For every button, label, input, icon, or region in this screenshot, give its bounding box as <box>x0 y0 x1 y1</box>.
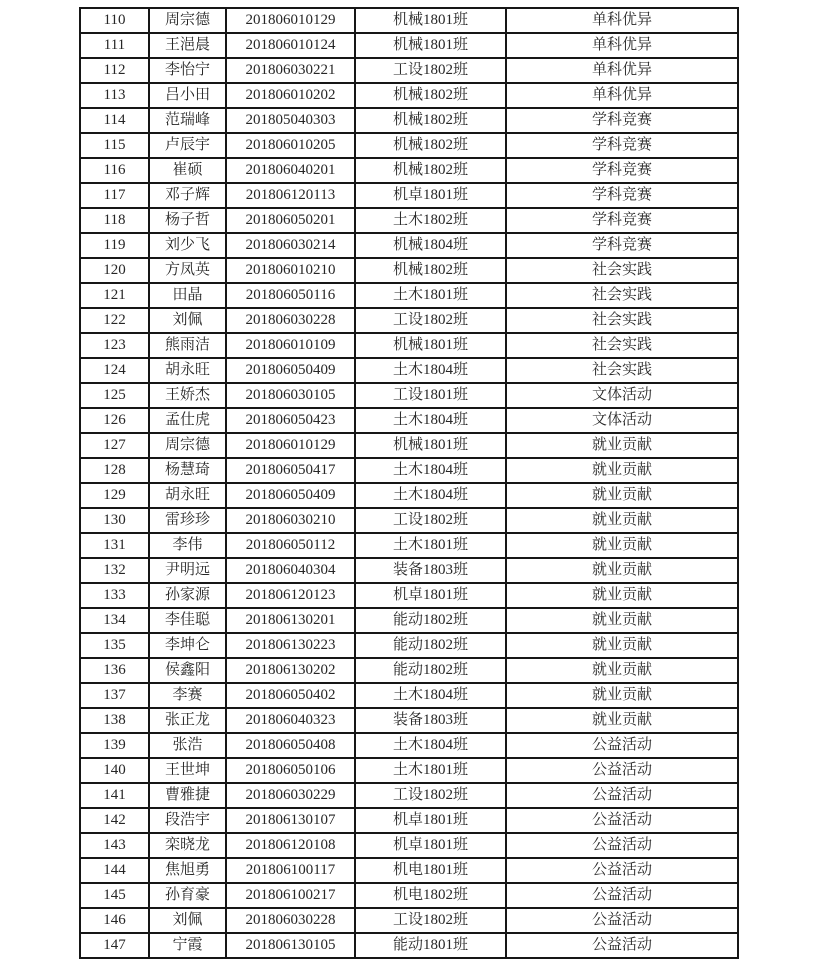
cell-category: 公益活动 <box>506 933 738 958</box>
table-row <box>80 933 738 958</box>
table-row <box>80 783 738 808</box>
cell-student-id: 201806050408 <box>226 733 355 758</box>
table-row <box>80 658 738 683</box>
cell-no: 142 <box>80 808 149 833</box>
cell-class-name: 土木1802班 <box>355 208 506 233</box>
cell-name: 焦旭勇 <box>149 858 226 883</box>
cell-student-id: 201806030105 <box>226 383 355 408</box>
cell-name: 李佳聪 <box>149 608 226 633</box>
cell-category: 单科优异 <box>506 83 738 108</box>
table-row <box>80 733 738 758</box>
cell-student-id: 201806040323 <box>226 708 355 733</box>
cell-student-id: 201806030221 <box>226 58 355 83</box>
cell-no: 119 <box>80 233 149 258</box>
cell-name: 李伟 <box>149 533 226 558</box>
cell-student-id: 201806030210 <box>226 508 355 533</box>
cell-name: 杨慧琦 <box>149 458 226 483</box>
cell-class-name: 机卓1801班 <box>355 808 506 833</box>
cell-class-name: 工设1801班 <box>355 383 506 408</box>
cell-name: 周宗德 <box>149 433 226 458</box>
student-award-table <box>79 7 739 959</box>
cell-name: 范瑞峰 <box>149 108 226 133</box>
cell-student-id: 201806050409 <box>226 483 355 508</box>
cell-no: 140 <box>80 758 149 783</box>
table-row <box>80 808 738 833</box>
cell-class-name: 能动1802班 <box>355 608 506 633</box>
table-row <box>80 383 738 408</box>
cell-student-id: 201806120123 <box>226 583 355 608</box>
cell-name: 李赛 <box>149 683 226 708</box>
cell-class-name: 机卓1801班 <box>355 833 506 858</box>
cell-category: 公益活动 <box>506 908 738 933</box>
cell-class-name: 机械1801班 <box>355 433 506 458</box>
cell-no: 143 <box>80 833 149 858</box>
table-row <box>80 233 738 258</box>
cell-class-name: 机械1802班 <box>355 83 506 108</box>
cell-category: 社会实践 <box>506 333 738 358</box>
table-row <box>80 308 738 333</box>
table-row <box>80 583 738 608</box>
cell-name: 王世坤 <box>149 758 226 783</box>
cell-name: 张正龙 <box>149 708 226 733</box>
table-row <box>80 108 738 133</box>
table-row <box>80 408 738 433</box>
cell-student-id: 201806130202 <box>226 658 355 683</box>
cell-no: 128 <box>80 458 149 483</box>
table-row <box>80 358 738 383</box>
cell-student-id: 201806100217 <box>226 883 355 908</box>
cell-class-name: 装备1803班 <box>355 708 506 733</box>
cell-student-id: 201806050201 <box>226 208 355 233</box>
cell-student-id: 201806050116 <box>226 283 355 308</box>
cell-category: 就业贡献 <box>506 483 738 508</box>
cell-category: 就业贡献 <box>506 533 738 558</box>
cell-category: 单科优异 <box>506 8 738 33</box>
table-row <box>80 858 738 883</box>
cell-no: 111 <box>80 33 149 58</box>
cell-name: 周宗德 <box>149 8 226 33</box>
table-row <box>80 33 738 58</box>
cell-category: 公益活动 <box>506 833 738 858</box>
cell-student-id: 201806050402 <box>226 683 355 708</box>
cell-no: 123 <box>80 333 149 358</box>
table-row <box>80 158 738 183</box>
cell-class-name: 工设1802班 <box>355 58 506 83</box>
cell-category: 社会实践 <box>506 308 738 333</box>
cell-student-id: 201806050423 <box>226 408 355 433</box>
table-row <box>80 683 738 708</box>
cell-no: 146 <box>80 908 149 933</box>
cell-category: 公益活动 <box>506 783 738 808</box>
cell-class-name: 机卓1801班 <box>355 583 506 608</box>
table-row <box>80 283 738 308</box>
cell-student-id: 201806120113 <box>226 183 355 208</box>
cell-student-id: 201806030229 <box>226 783 355 808</box>
cell-category: 文体活动 <box>506 408 738 433</box>
cell-no: 126 <box>80 408 149 433</box>
cell-name: 张浩 <box>149 733 226 758</box>
cell-student-id: 201806030228 <box>226 308 355 333</box>
cell-student-id: 201806010129 <box>226 8 355 33</box>
cell-student-id: 201806120108 <box>226 833 355 858</box>
table-row <box>80 483 738 508</box>
cell-no: 130 <box>80 508 149 533</box>
cell-name: 李坤仑 <box>149 633 226 658</box>
cell-student-id: 201806010109 <box>226 333 355 358</box>
cell-category: 就业贡献 <box>506 458 738 483</box>
cell-name: 栾晓龙 <box>149 833 226 858</box>
cell-no: 129 <box>80 483 149 508</box>
cell-student-id: 201806050409 <box>226 358 355 383</box>
cell-name: 邓子辉 <box>149 183 226 208</box>
cell-student-id: 201806010202 <box>226 83 355 108</box>
cell-no: 145 <box>80 883 149 908</box>
cell-student-id: 201806130201 <box>226 608 355 633</box>
table-row <box>80 608 738 633</box>
table-row <box>80 83 738 108</box>
cell-student-id: 201806030228 <box>226 908 355 933</box>
cell-class-name: 机械1804班 <box>355 233 506 258</box>
cell-student-id: 201806030214 <box>226 233 355 258</box>
cell-student-id: 201806130105 <box>226 933 355 958</box>
cell-category: 公益活动 <box>506 858 738 883</box>
cell-no: 112 <box>80 58 149 83</box>
cell-name: 侯鑫阳 <box>149 658 226 683</box>
cell-student-id: 201806050112 <box>226 533 355 558</box>
cell-name: 刘佩 <box>149 908 226 933</box>
cell-student-id: 201806050106 <box>226 758 355 783</box>
cell-class-name: 机械1801班 <box>355 33 506 58</box>
cell-name: 王娇杰 <box>149 383 226 408</box>
cell-category: 就业贡献 <box>506 708 738 733</box>
table-row <box>80 58 738 83</box>
cell-category: 就业贡献 <box>506 658 738 683</box>
cell-class-name: 土木1801班 <box>355 283 506 308</box>
cell-name: 曹雅捷 <box>149 783 226 808</box>
cell-class-name: 土木1804班 <box>355 358 506 383</box>
cell-no: 125 <box>80 383 149 408</box>
cell-class-name: 土木1804班 <box>355 483 506 508</box>
cell-name: 杨子哲 <box>149 208 226 233</box>
cell-class-name: 土木1804班 <box>355 733 506 758</box>
cell-name: 方凤英 <box>149 258 226 283</box>
cell-name: 孙家源 <box>149 583 226 608</box>
cell-class-name: 机械1802班 <box>355 108 506 133</box>
cell-name: 雷珍珍 <box>149 508 226 533</box>
table-row <box>80 708 738 733</box>
cell-class-name: 机械1801班 <box>355 333 506 358</box>
table-row <box>80 258 738 283</box>
table-row <box>80 908 738 933</box>
cell-class-name: 机械1802班 <box>355 133 506 158</box>
cell-student-id: 201806010205 <box>226 133 355 158</box>
cell-class-name: 工设1802班 <box>355 308 506 333</box>
cell-class-name: 土木1804班 <box>355 458 506 483</box>
cell-class-name: 机电1801班 <box>355 858 506 883</box>
cell-name: 王浥晨 <box>149 33 226 58</box>
cell-class-name: 土木1804班 <box>355 408 506 433</box>
cell-no: 137 <box>80 683 149 708</box>
cell-class-name: 土木1801班 <box>355 533 506 558</box>
cell-no: 127 <box>80 433 149 458</box>
cell-class-name: 机械1801班 <box>355 8 506 33</box>
cell-category: 学科竞赛 <box>506 108 738 133</box>
cell-class-name: 能动1802班 <box>355 633 506 658</box>
cell-no: 141 <box>80 783 149 808</box>
cell-category: 社会实践 <box>506 358 738 383</box>
table-row <box>80 883 738 908</box>
table-row <box>80 458 738 483</box>
cell-class-name: 工设1802班 <box>355 783 506 808</box>
cell-category: 学科竞赛 <box>506 183 738 208</box>
cell-no: 133 <box>80 583 149 608</box>
cell-no: 144 <box>80 858 149 883</box>
cell-no: 116 <box>80 158 149 183</box>
cell-student-id: 201806010210 <box>226 258 355 283</box>
cell-no: 124 <box>80 358 149 383</box>
cell-no: 121 <box>80 283 149 308</box>
cell-student-id: 201806050417 <box>226 458 355 483</box>
cell-student-id: 201806040201 <box>226 158 355 183</box>
cell-category: 公益活动 <box>506 758 738 783</box>
cell-student-id: 201806010129 <box>226 433 355 458</box>
cell-name: 卢辰宇 <box>149 133 226 158</box>
cell-class-name: 能动1801班 <box>355 933 506 958</box>
table-row <box>80 533 738 558</box>
cell-category: 就业贡献 <box>506 633 738 658</box>
cell-class-name: 土木1801班 <box>355 758 506 783</box>
cell-category: 社会实践 <box>506 258 738 283</box>
cell-name: 孙育豪 <box>149 883 226 908</box>
cell-name: 熊雨洁 <box>149 333 226 358</box>
table-body <box>80 8 738 958</box>
table-row <box>80 208 738 233</box>
cell-class-name: 工设1802班 <box>355 908 506 933</box>
cell-no: 118 <box>80 208 149 233</box>
cell-class-name: 能动1802班 <box>355 658 506 683</box>
table-row <box>80 833 738 858</box>
cell-no: 134 <box>80 608 149 633</box>
cell-no: 147 <box>80 933 149 958</box>
cell-name: 吕小田 <box>149 83 226 108</box>
cell-category: 社会实践 <box>506 283 738 308</box>
table-row <box>80 333 738 358</box>
cell-name: 孟仕虎 <box>149 408 226 433</box>
cell-category: 单科优异 <box>506 58 738 83</box>
cell-category: 单科优异 <box>506 33 738 58</box>
cell-category: 学科竞赛 <box>506 133 738 158</box>
cell-no: 122 <box>80 308 149 333</box>
cell-category: 公益活动 <box>506 808 738 833</box>
cell-category: 学科竞赛 <box>506 233 738 258</box>
table-row <box>80 133 738 158</box>
cell-category: 就业贡献 <box>506 558 738 583</box>
cell-name: 段浩宇 <box>149 808 226 833</box>
cell-category: 就业贡献 <box>506 433 738 458</box>
cell-no: 135 <box>80 633 149 658</box>
table-row <box>80 8 738 33</box>
cell-category: 就业贡献 <box>506 608 738 633</box>
cell-category: 学科竞赛 <box>506 158 738 183</box>
cell-class-name: 工设1802班 <box>355 508 506 533</box>
cell-no: 120 <box>80 258 149 283</box>
cell-name: 胡永旺 <box>149 358 226 383</box>
cell-no: 138 <box>80 708 149 733</box>
table-row <box>80 558 738 583</box>
cell-no: 113 <box>80 83 149 108</box>
cell-student-id: 201805040303 <box>226 108 355 133</box>
cell-student-id: 201806100117 <box>226 858 355 883</box>
cell-no: 115 <box>80 133 149 158</box>
cell-category: 就业贡献 <box>506 683 738 708</box>
cell-name: 宁霞 <box>149 933 226 958</box>
table-row <box>80 183 738 208</box>
cell-name: 刘少飞 <box>149 233 226 258</box>
cell-no: 110 <box>80 8 149 33</box>
cell-student-id: 201806040304 <box>226 558 355 583</box>
cell-name: 崔硕 <box>149 158 226 183</box>
cell-no: 132 <box>80 558 149 583</box>
cell-no: 136 <box>80 658 149 683</box>
cell-category: 公益活动 <box>506 733 738 758</box>
cell-category: 就业贡献 <box>506 583 738 608</box>
table-row <box>80 633 738 658</box>
cell-name: 李怡宁 <box>149 58 226 83</box>
cell-class-name: 机卓1801班 <box>355 183 506 208</box>
cell-category: 文体活动 <box>506 383 738 408</box>
cell-class-name: 装备1803班 <box>355 558 506 583</box>
cell-name: 刘佩 <box>149 308 226 333</box>
cell-name: 田晶 <box>149 283 226 308</box>
table-row <box>80 433 738 458</box>
cell-name: 胡永旺 <box>149 483 226 508</box>
cell-category: 就业贡献 <box>506 508 738 533</box>
table-row <box>80 508 738 533</box>
cell-class-name: 机械1802班 <box>355 158 506 183</box>
cell-student-id: 201806010124 <box>226 33 355 58</box>
cell-class-name: 机电1802班 <box>355 883 506 908</box>
cell-no: 114 <box>80 108 149 133</box>
cell-no: 117 <box>80 183 149 208</box>
table-row <box>80 758 738 783</box>
cell-student-id: 201806130223 <box>226 633 355 658</box>
cell-class-name: 土木1804班 <box>355 683 506 708</box>
cell-category: 公益活动 <box>506 883 738 908</box>
cell-name: 尹明远 <box>149 558 226 583</box>
cell-student-id: 201806130107 <box>226 808 355 833</box>
cell-no: 139 <box>80 733 149 758</box>
cell-no: 131 <box>80 533 149 558</box>
cell-category: 学科竞赛 <box>506 208 738 233</box>
cell-class-name: 机械1802班 <box>355 258 506 283</box>
